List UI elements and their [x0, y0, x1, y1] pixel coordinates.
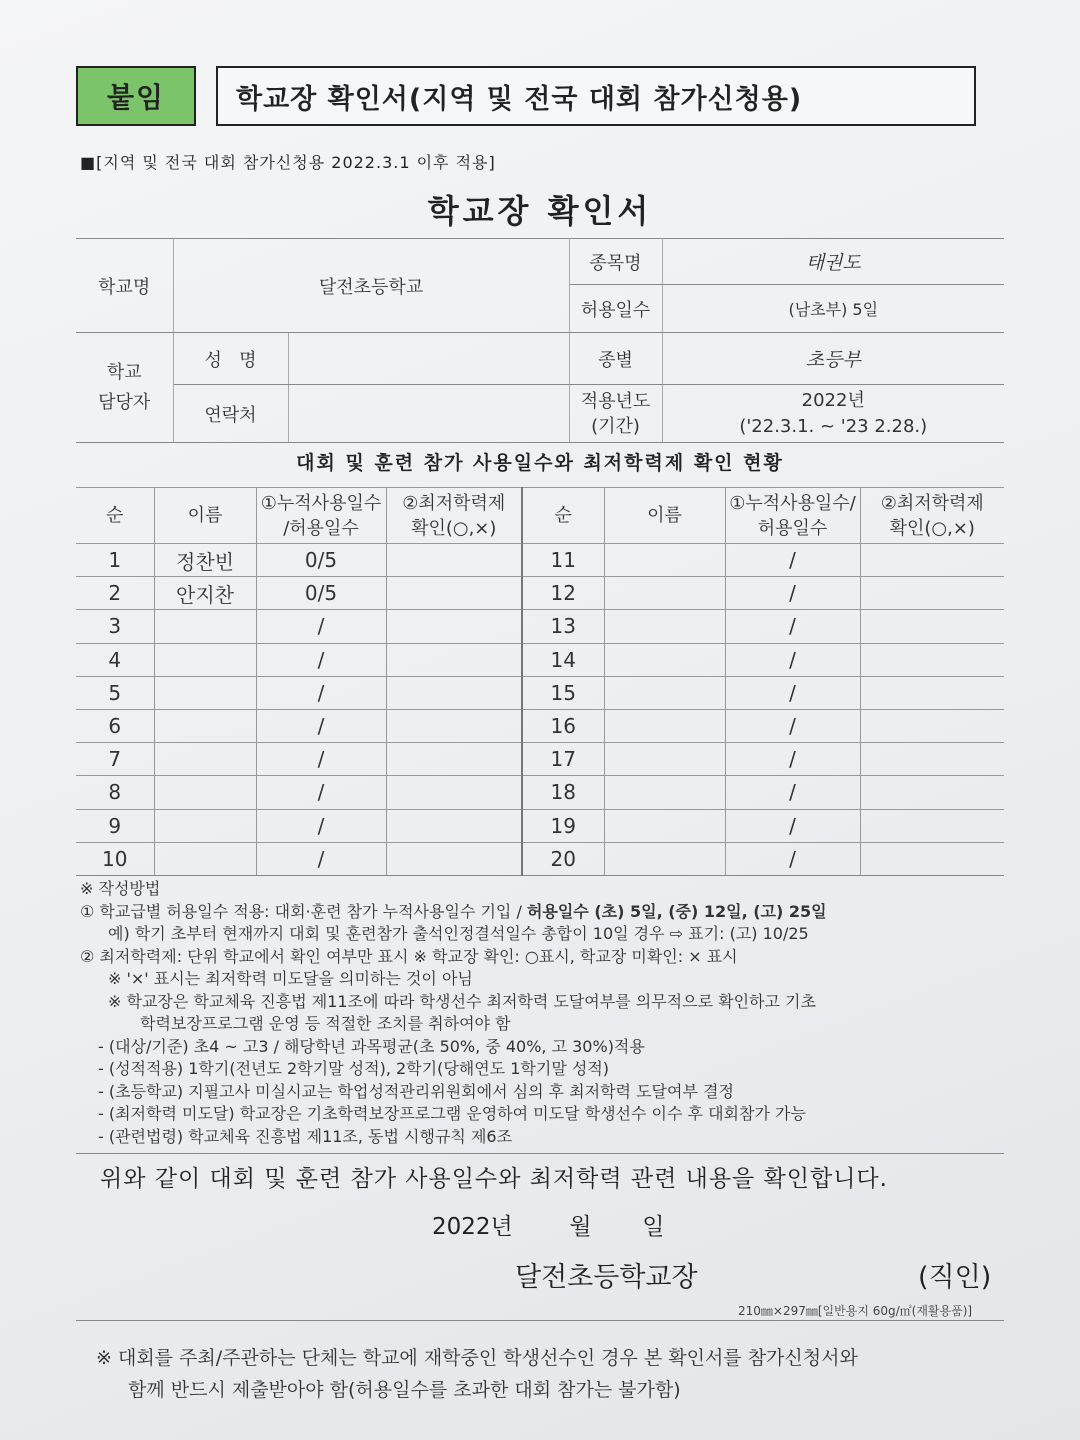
academic-check: [386, 709, 522, 742]
used-days: /: [256, 809, 386, 842]
academic-check: [386, 743, 522, 776]
student-name-2: [604, 676, 725, 709]
table-row: [76, 643, 1004, 676]
used-days-2: /: [725, 743, 860, 776]
academic-check-2: [860, 643, 1004, 676]
row-number: 8: [76, 776, 154, 809]
student-name-2: [604, 743, 725, 776]
manager-name-label: 성 명: [173, 333, 288, 385]
student-name: 안지찬: [154, 577, 256, 610]
row-number-2: 17: [522, 743, 604, 776]
row-number: 1: [76, 544, 154, 577]
student-name-2: [604, 809, 725, 842]
academic-check-2: [860, 709, 1004, 742]
used-days-2: /: [725, 643, 860, 676]
guide-line-8: - (성적적용) 1학기(전년도 2학기말 성적), 2학기(당해연도 1학기말 성적): [98, 1059, 610, 1078]
student-name: [154, 643, 256, 676]
used-days: /: [256, 676, 386, 709]
used-days-2: /: [725, 776, 860, 809]
row-number-2: 14: [522, 643, 604, 676]
allowed-days-label: 허용일수: [569, 285, 662, 333]
header-check: ②최저학력제 확인(○,×): [386, 488, 522, 544]
guide-line-1-text: ① 학교급별 허용일수 적용: 대회·훈련 참가 누적사용일수 기입 /: [80, 901, 527, 921]
academic-check-2: [860, 577, 1004, 610]
used-days-2: /: [725, 577, 860, 610]
table-row: [76, 842, 1004, 875]
used-days: /: [256, 610, 386, 643]
guide-line-2: 예) 학기 초부터 현재까지 대회 및 훈련참가 출석인정결석일수 총합이 10일 경우 ⇨ 표기: (고) 10/25: [108, 924, 809, 943]
student-name-2: [604, 610, 725, 643]
guide-line-1: [80, 901, 1010, 924]
row-number-2: 19: [522, 809, 604, 842]
table-row: [76, 544, 1004, 577]
academic-check-2: [860, 676, 1004, 709]
row-number: 4: [76, 643, 154, 676]
header-days: ①누적사용일수 /허용일수: [256, 488, 386, 544]
student-name: [154, 743, 256, 776]
info-table: [76, 238, 1004, 443]
separator-line: [76, 1153, 1004, 1154]
attachment-tag: 붙임: [76, 66, 196, 126]
student-name: 정찬빈: [154, 544, 256, 577]
main-title: 학교장 확인서: [427, 192, 653, 230]
guide-line-7: - (대상/기준) 초4 ~ 고3 / 해당학년 과목평균(초 50%, 중 40%, 고 30%)적용: [98, 1036, 645, 1056]
year-value: 2022년: [801, 389, 865, 411]
applicability-note: ■[지역 및 전국 대회 참가신청용 2022.3.1 이후 적용]: [80, 153, 496, 172]
status-header-row: [76, 488, 1004, 544]
table-row: [76, 709, 1004, 742]
academic-check: [386, 776, 522, 809]
student-name-2: [604, 643, 725, 676]
student-name-2: [604, 842, 725, 875]
used-days-2: /: [725, 842, 860, 875]
year-cell: [662, 385, 1004, 443]
used-days: /: [256, 743, 386, 776]
allowed-days-value: (남초부) 5일: [662, 285, 1004, 333]
used-days-2: /: [725, 676, 860, 709]
used-days-2: /: [725, 544, 860, 577]
writing-guide: [80, 878, 1010, 1148]
footer-note: [96, 1342, 996, 1406]
academic-check: [386, 809, 522, 842]
period-value: ('22.3.1. ~ '23 2.28.): [739, 415, 928, 437]
guide-line-10: - (최저학력 미도달) 학교장은 기초학력보장프로그램 운영하여 미도달 학생선수 이수 후 대회참가 가능: [98, 1104, 806, 1123]
student-name-2: [604, 709, 725, 742]
guide-line-1-bold: 허용일수 (초) 5일, (중) 12일, (고) 25일: [526, 901, 827, 921]
used-days-2: /: [725, 610, 860, 643]
header-days-2: ①누적사용일수/ 허용일수: [725, 488, 860, 544]
academic-check: [386, 842, 522, 875]
used-days: /: [256, 709, 386, 742]
manager-contact-value: [288, 385, 569, 443]
header-no-2: 순: [522, 488, 604, 544]
header-name-2: 이름: [604, 488, 725, 544]
school-name-value: 달전초등학교: [173, 239, 569, 333]
guide-line-4: ※ '×' 표시는 최저학력 미도달을 의미하는 것이 아님: [108, 969, 473, 988]
school-manager-label: 학교 담당자: [76, 333, 173, 443]
student-name: [154, 842, 256, 875]
student-name-2: [604, 776, 725, 809]
used-days: /: [256, 842, 386, 875]
academic-check: [386, 610, 522, 643]
principal-signature: 달전초등학교장: [515, 1262, 698, 1293]
used-days-2: /: [725, 709, 860, 742]
paper-spec: 210㎜×297㎜[일반용지 60g/㎡(재활용품)]: [738, 1304, 973, 1318]
footer-note-line-2: 함께 반드시 제출받아야 함(허용일수를 초과한 대회 참가는 불가함): [128, 1379, 681, 1401]
date-month: 월: [569, 1214, 592, 1240]
row-number: 6: [76, 709, 154, 742]
student-name: [154, 610, 256, 643]
academic-check: [386, 577, 522, 610]
category-label: 종별: [569, 333, 662, 385]
school-name-label: 학교명: [76, 239, 173, 333]
guide-heading: ※ 작성방법: [80, 879, 161, 898]
manager-name-value: [288, 333, 569, 385]
guide-line-5: ※ 학교장은 학교체육 진흥법 제11조에 따라 학생선수 최저학력 도달여부를 의무적으로 확인하고 기초: [108, 991, 816, 1011]
manager-contact-label: 연락처: [173, 385, 288, 443]
used-days-2: /: [725, 809, 860, 842]
header-check-2: ②최저학력제 확인(○,×): [860, 488, 1004, 544]
row-number: 3: [76, 610, 154, 643]
used-days: /: [256, 643, 386, 676]
row-number: 2: [76, 577, 154, 610]
status-table: [76, 487, 1004, 876]
document-header: [76, 66, 976, 126]
header-no: 순: [76, 488, 154, 544]
footer-note-line-1: ※ 대회를 주최/주관하는 단체는 학교에 재학중인 학생선수인 경우 본 확인서를 참가신청서와: [96, 1347, 858, 1369]
guide-line-3: ② 최저학력제: 단위 학교에서 확인 여부만 표시 ※ 학교장 확인: ○표시, 학교장 미확인: × 표시: [80, 946, 738, 966]
row-number: 5: [76, 676, 154, 709]
header-name: 이름: [154, 488, 256, 544]
student-name: [154, 709, 256, 742]
document-title: 학교장 확인서(지역 및 전국 대회 참가신청용): [216, 66, 976, 126]
academic-check: [386, 676, 522, 709]
table-row: [76, 577, 1004, 610]
academic-check: [386, 643, 522, 676]
academic-check-2: [860, 776, 1004, 809]
event-label: 종목명: [569, 239, 662, 285]
academic-check-2: [860, 842, 1004, 875]
row-number-2: 12: [522, 577, 604, 610]
academic-check-2: [860, 809, 1004, 842]
row-number: 9: [76, 809, 154, 842]
student-name-2: [604, 544, 725, 577]
table-row: [76, 610, 1004, 643]
academic-check-2: [860, 610, 1004, 643]
row-number-2: 16: [522, 709, 604, 742]
used-days: 0/5: [256, 544, 386, 577]
row-number-2: 20: [522, 842, 604, 875]
category-value: 초등부: [662, 333, 1004, 385]
guide-line-11: - (관련법령) 학교체육 진흥법 제11조, 동법 시행규칙 제6조: [98, 1126, 513, 1146]
date-year: 2022년: [432, 1214, 513, 1240]
table-row: [76, 743, 1004, 776]
academic-check-2: [860, 743, 1004, 776]
table-row: [76, 809, 1004, 842]
row-number: 10: [76, 842, 154, 875]
row-number-2: 15: [522, 676, 604, 709]
student-name: [154, 809, 256, 842]
guide-line-9: - (초등학교) 지필고사 미실시교는 학업성적관리위원회에서 심의 후 최저학력 도달여부 결정: [98, 1081, 734, 1101]
row-number-2: 11: [522, 544, 604, 577]
guide-line-6: 학력보장프로그램 운영 등 적절한 조치를 취하여야 함: [140, 1014, 511, 1033]
student-name: [154, 776, 256, 809]
year-label: 적용년도 (기간): [569, 385, 662, 443]
signature-date: [432, 1208, 664, 1241]
row-number-2: 13: [522, 610, 604, 643]
spec-divider: [76, 1320, 1004, 1321]
date-day: 일: [642, 1214, 665, 1240]
student-name: [154, 676, 256, 709]
table-row: [76, 676, 1004, 709]
student-name-2: [604, 577, 725, 610]
academic-check-2: [860, 544, 1004, 577]
used-days: /: [256, 776, 386, 809]
academic-check: [386, 544, 522, 577]
row-number: 7: [76, 743, 154, 776]
used-days: 0/5: [256, 577, 386, 610]
status-section-title: 대회 및 훈련 참가 사용일수와 최저학력제 확인 현황: [296, 452, 784, 474]
event-value: 태권도: [662, 239, 1004, 285]
confirmation-text: 위와 같이 대회 및 훈련 참가 사용일수와 최저학력 관련 내용을 확인합니다.: [100, 1166, 888, 1192]
official-seal-label: (직인): [918, 1262, 992, 1293]
table-row: [76, 776, 1004, 809]
row-number-2: 18: [522, 776, 604, 809]
